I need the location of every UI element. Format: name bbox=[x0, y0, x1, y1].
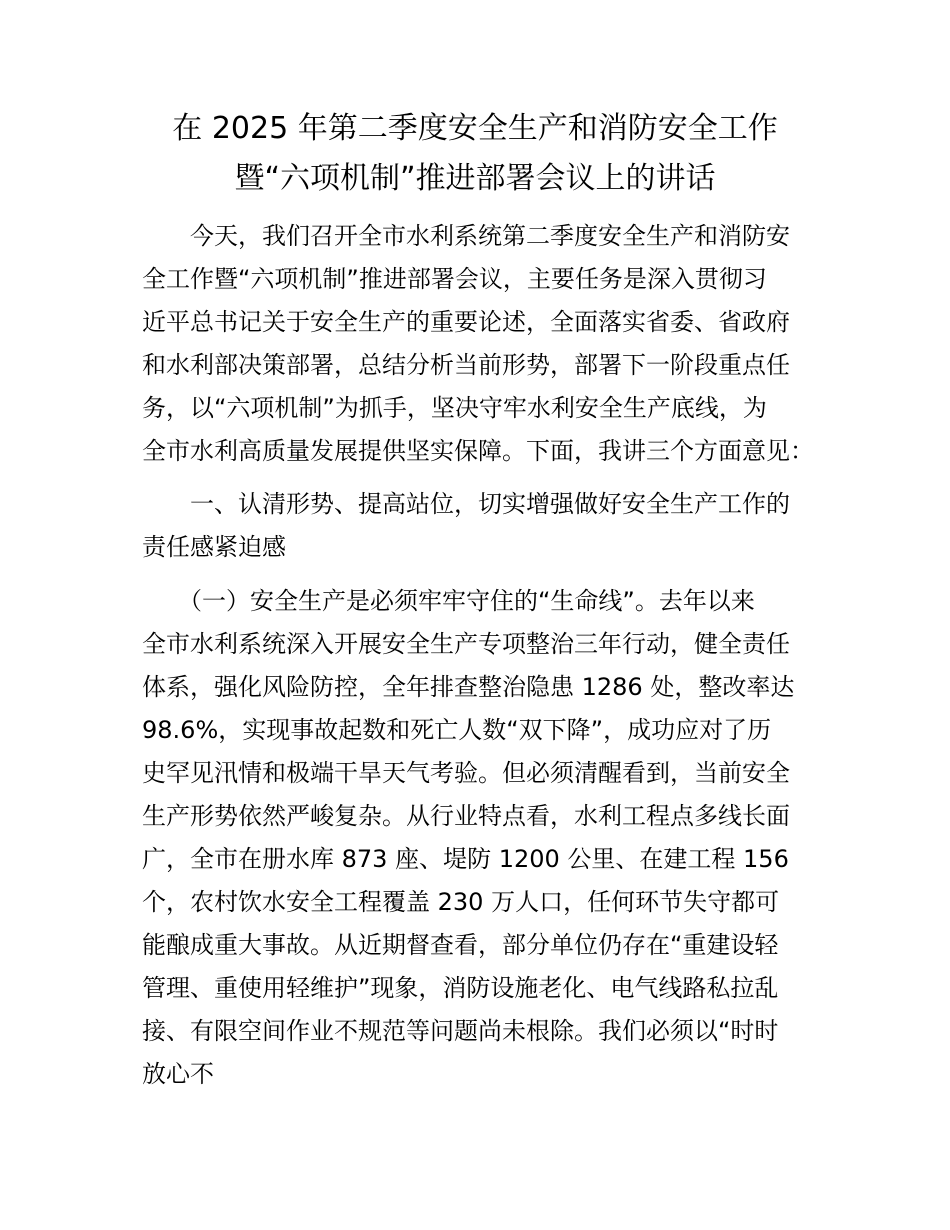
paragraph-line: 98.6%，实现事故起数和死亡人数“双下降”，成功应对了历 bbox=[142, 716, 772, 744]
paragraph-line: 史罕见汛情和极端干旱天气考验。但必须清醒看到，当前安全 bbox=[142, 759, 790, 787]
paragraph-line: 能酿成重大事故。从近期督查看，部分单位仍存在“重建设轻 bbox=[142, 931, 779, 959]
paragraph-line: （一）安全生产是必须牢牢守住的“生命线”。去年以来 bbox=[178, 587, 755, 615]
paragraph-line: 全市水利系统深入开展安全生产专项整治三年行动，健全责任 bbox=[142, 630, 790, 658]
section-heading-line: 一、认清形势、提高站位，切实增强做好安全生产工作的 bbox=[190, 490, 790, 518]
paragraph-line: 个，农村饮水安全工程覆盖 230 万人口，任何环节失守都可 bbox=[142, 888, 780, 916]
paragraph-line: 全市水利高质量发展提供坚实保障。下面，我讲三个方面意见： bbox=[142, 437, 814, 465]
paragraph-line: 接、有限空间作业不规范等问题尚未根除。我们必须以“时时 bbox=[142, 1017, 779, 1045]
paragraph-line: 体系，强化风险防控，全年排查整治隐患 1286 处，整改率达 bbox=[142, 673, 795, 701]
paragraph-line: 务，以“六项机制”为抓手，坚决守牢水利安全生产底线，为 bbox=[142, 394, 767, 422]
section-heading-line: 责任感紧迫感 bbox=[142, 533, 286, 561]
paragraph-line: 放心不 bbox=[142, 1060, 214, 1088]
paragraph-line: 全工作暨“六项机制”推进部署会议，主要任务是深入贯彻习 bbox=[142, 265, 767, 293]
paragraph-line: 和水利部决策部署，总结分析当前形势，部署下一阶段重点任 bbox=[142, 351, 790, 379]
paragraph-line: 广，全市在册水库 873 座、堤防 1200 公里、在建工程 156 bbox=[142, 845, 789, 873]
paragraph-line: 今天，我们召开全市水利系统第二季度安全生产和消防安 bbox=[190, 222, 790, 250]
document-title-line-2: 暨“六项机制”推进部署会议上的讲话 bbox=[234, 161, 716, 196]
paragraph-line: 近平总书记关于安全生产的重要论述，全面落实省委、省政府 bbox=[142, 308, 790, 336]
paragraph-line: 管理、重使用轻维护”现象，消防设施老化、电气线路私拉乱 bbox=[142, 974, 779, 1002]
paragraph-line: 生产形势依然严峻复杂。从行业特点看，水利工程点多线长面 bbox=[142, 802, 790, 830]
document-title-line-1: 在 2025 年第二季度安全生产和消防安全工作 bbox=[172, 111, 778, 146]
